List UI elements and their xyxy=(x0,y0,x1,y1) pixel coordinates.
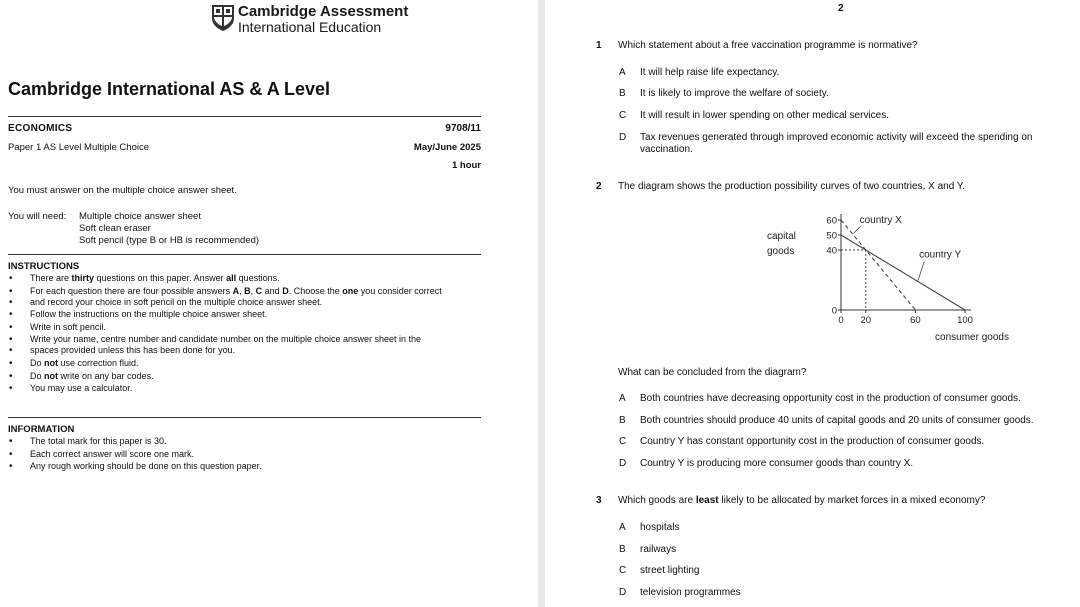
option-text: Both countries have decreasing opportunity cost in the production of consumer goods. xyxy=(640,393,1021,404)
information-text: The total mark for this paper is 30. xyxy=(30,436,167,446)
question-number: 1 xyxy=(596,40,602,51)
information-text: Each correct answer will score one mark. xyxy=(30,448,195,459)
divider xyxy=(8,417,481,418)
instruction-item: • For each question there are four possible answers A, B, C and D. Choose the one you consider correct xyxy=(8,286,442,297)
information-text: Any rough working should be done on this question paper. xyxy=(30,461,262,472)
instruction-item: • Do not write on any bar codes. xyxy=(8,371,442,382)
instruction-text: Write in soft pencil. xyxy=(30,321,106,332)
option-letter: B xyxy=(619,544,626,555)
instruction-item-continued xyxy=(8,345,442,356)
instruction-text: and record your choice in soft pencil on the multiple choice answer sheet. xyxy=(30,296,323,307)
option-letter: C xyxy=(619,565,627,576)
option-text: It will result in lower spending on other medical services. xyxy=(640,110,889,121)
option-text: Country Y is producing more consumer goods than country X. xyxy=(640,458,914,469)
series-label-leader xyxy=(918,262,924,281)
option-letter: B xyxy=(619,88,626,99)
question-text xyxy=(618,495,985,506)
answer-sheet-note: You must answer on the multiple choice answer sheet. xyxy=(8,185,237,196)
x-tick-label: 60 xyxy=(910,315,921,326)
series-label-country-y: country Y xyxy=(919,249,962,261)
option-text-continued: vaccination. xyxy=(640,144,693,155)
information-item xyxy=(8,449,262,460)
paper-code: 9708/11 xyxy=(445,123,481,134)
x-tick-label: 100 xyxy=(957,315,973,326)
option-letter: D xyxy=(619,458,627,469)
question-text-part: Which goods are xyxy=(618,495,696,506)
question-followup: What can be concluded from the diagram? xyxy=(618,367,807,378)
option-text: railways xyxy=(640,544,677,555)
option-text: Both countries should produce 40 units of capital goods and 20 units of consumer goods. xyxy=(640,415,1034,426)
y-axis-title-line1: capital xyxy=(767,231,796,242)
option-letter: A xyxy=(619,522,626,533)
instructions-list xyxy=(8,273,442,396)
information-item xyxy=(8,436,262,447)
page-number: 2 xyxy=(838,3,844,14)
instruction-text: Write your name, centre number and candidate number on the multiple choice answer sheet in the xyxy=(30,334,422,345)
information-list xyxy=(8,436,262,474)
option-text: Country Y has constant opportunity cost in the production of consumer goods. xyxy=(640,436,985,447)
instruction-item xyxy=(8,334,442,345)
x-axis-title: consumer goods xyxy=(935,332,1009,343)
question-text: Which statement about a free vaccination programme is normative? xyxy=(618,40,918,51)
option-text: It is likely to improve the welfare of society. xyxy=(640,88,829,99)
option-letter: C xyxy=(619,110,627,121)
ppc-chart xyxy=(765,205,1009,350)
option-letter: D xyxy=(619,132,627,143)
subject: ECONOMICS xyxy=(8,123,73,134)
option-letter: A xyxy=(619,67,626,78)
question-text: The diagram shows the production possibility curves of two countries, X and Y. xyxy=(618,181,966,192)
instruction-item xyxy=(8,309,442,320)
instruction-item: • There are thirty questions on this paper. Answer all questions. xyxy=(8,273,442,284)
series-line-country-y xyxy=(841,235,965,310)
you-need-item: Multiple choice answer sheet xyxy=(79,211,201,222)
page-title: Cambridge International AS & A Level xyxy=(8,79,331,99)
x-tick-label: 0 xyxy=(838,315,844,326)
session: May/June 2025 xyxy=(413,142,481,153)
option-text: Tax revenues generated through improved economic activity will exceed the spending on xyxy=(640,132,1033,143)
paper-name: Paper 1 AS Level Multiple Choice xyxy=(8,142,149,153)
option-text: television programmes xyxy=(640,587,741,598)
logo-line-1: Cambridge Assessment xyxy=(238,3,409,20)
y-axis-title-line2: goods xyxy=(767,246,795,257)
you-need-item: Soft pencil (type B or HB is recommended) xyxy=(79,235,260,246)
instruction-item xyxy=(8,322,442,333)
instructions-heading: INSTRUCTIONS xyxy=(8,261,80,272)
series-label-country-x: country X xyxy=(859,215,902,226)
y-tick-label: 60 xyxy=(826,215,837,227)
question-text-emphasis: least xyxy=(695,495,719,506)
instruction-item xyxy=(8,383,442,394)
information-heading: INFORMATION xyxy=(8,424,75,435)
information-item xyxy=(8,461,262,472)
instruction-text: spaces provided unless this has been done for you. xyxy=(30,345,236,356)
instruction-text: You may use a calculator. xyxy=(30,383,133,394)
option-letter: A xyxy=(619,393,626,404)
option-text: street lighting xyxy=(640,565,700,576)
instruction-text: Follow the instructions on the multiple choice answer sheet. xyxy=(30,309,268,320)
divider xyxy=(8,254,481,255)
series-line-country-x xyxy=(841,220,915,310)
series-label-leader xyxy=(853,226,860,234)
option-letter: C xyxy=(619,436,627,447)
option-letter: B xyxy=(619,415,626,426)
question-text-part: likely to be allocated by market forces in a mixed economy? xyxy=(718,495,986,506)
divider xyxy=(8,116,481,117)
y-tick-label: 50 xyxy=(826,230,837,242)
cambridge-crest-icon xyxy=(211,4,235,32)
x-tick-label: 20 xyxy=(860,315,872,326)
instruction-item-continued xyxy=(8,297,442,308)
question-number: 3 xyxy=(596,495,602,506)
cover-page xyxy=(0,0,538,607)
y-tick-label: 40 xyxy=(826,245,837,257)
logo-line-2: International Education xyxy=(238,19,382,35)
duration: 1 hour xyxy=(451,160,481,171)
question-number: 2 xyxy=(596,181,602,192)
you-need-label: You will need: xyxy=(8,211,67,222)
option-text: It will help raise life expectancy. xyxy=(640,67,780,78)
option-letter: D xyxy=(619,587,627,598)
question-page xyxy=(545,0,1080,607)
you-need-item: Soft clean eraser xyxy=(79,223,151,234)
instruction-item: • Do not use correction fluid. xyxy=(8,358,442,369)
y-tick-label: 0 xyxy=(831,305,837,317)
option-text: hospitals xyxy=(640,522,680,533)
